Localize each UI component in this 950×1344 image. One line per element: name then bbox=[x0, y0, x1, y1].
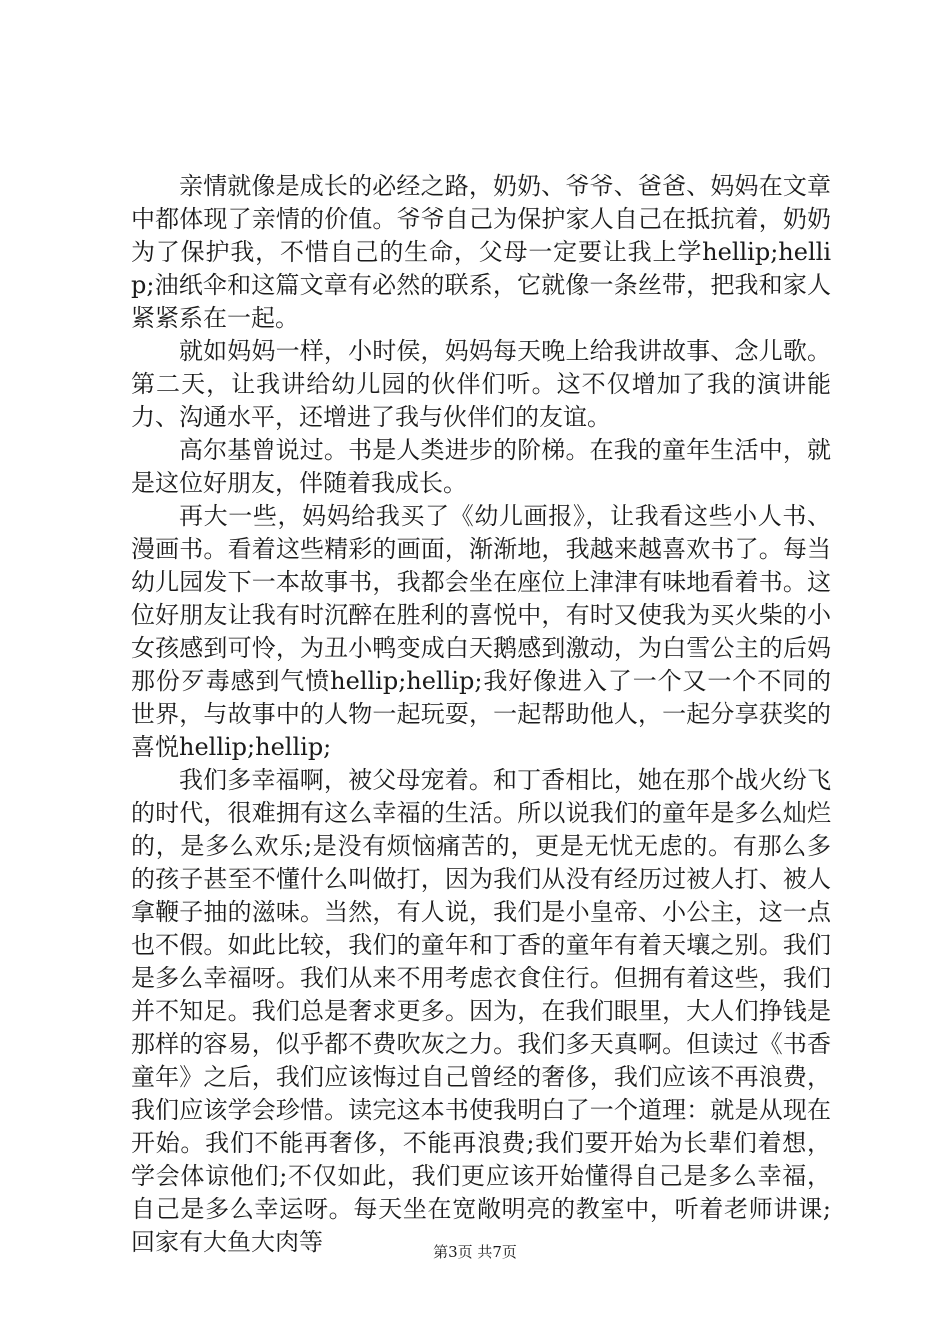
paragraph: 亲情就像是成长的必经之路，奶奶、爷爷、爸爸、妈妈在文章中都体现了亲情的价值。爷爷自己为保护家人自己在抵抗着，奶奶为了保护我，不惜自己的生命，父母一定要让我上学hellip;hellip;油纸伞和这篇文章有必然的联系，它就像一条丝带，把我和家人紧紧系在一起。 bbox=[131, 172, 831, 332]
paragraph: 我们多幸福啊，被父母宠着。和丁香相比，她在那个战火纷飞的时代，很难拥有这么幸福的生活。所以说我们的童年是多么灿烂的，是多么欢乐;是没有烦恼痛苦的，更是无忧无虑的。有那么多的孩子甚至不懂什么叫做打，因为我们从没有经历过被人打、被人拿鞭子抽的滋味。当然，有人说，我们是小皇帝、小公主，这一点也不假。如此比较，我们的童年和丁香的童年有着天壤之别。我们是多么幸福呀。我们从来不用考虑衣食住行。但拥有着这些，我们并不知足。我们总是奢求更多。因为，在我们眼里，大人们挣钱是那样的容易，似乎都不费吹灰之力。我们多天真啊。但读过《书香童年》之后，我们应该悔过自己曾经的奢侈，我们应该不再浪费，我们应该学会珍惜。读完这本书使我明白了一个道理：就是从现在开始。我们不能再奢侈，不能再浪费;我们要开始为长辈们着想，学会体谅他们;不仅如此，我们更应该开始懂得自己是多么幸福，自己是多么幸运呀。每天坐在宽敞明亮的教室中，听着老师讲课;回家有大鱼大肉等 bbox=[131, 766, 831, 1256]
paragraph: 高尔基曾说过。书是人类进步的阶梯。在我的童年生活中，就是这位好朋友，伴随着我成长。 bbox=[131, 436, 831, 497]
paragraph: 再大一些，妈妈给我买了《幼儿画报》，让我看这些小人书、漫画书。看着这些精彩的画面，渐渐地，我越来越喜欢书了。每当幼儿园发下一本故事书，我都会坐在座位上津津有味地看着书。这位好朋友让我有时沉醉在胜利的喜悦中，有时又使我为买火柴的小女孩感到可怜，为丑小鸭变成白天鹅感到激动，为白雪公主的后妈那份歹毒感到气愤hellip;hellip;我好像进入了一个又一个不同的世界，与故事中的人物一起玩耍，一起帮助他人，一起分享获奖的喜悦hellip;hellip; bbox=[131, 502, 831, 761]
page-number-footer: 第3页 共7页 bbox=[433, 1243, 517, 1261]
body-text bbox=[131, 170, 831, 1259]
paragraph: 就如妈妈一样，小时侯，妈妈每天晚上给我讲故事、念儿歌。第二天，让我讲给幼儿园的伙伴们听。这不仅增加了我的演讲能力、沟通水平，还增进了我与伙伴们的友谊。 bbox=[131, 337, 831, 431]
